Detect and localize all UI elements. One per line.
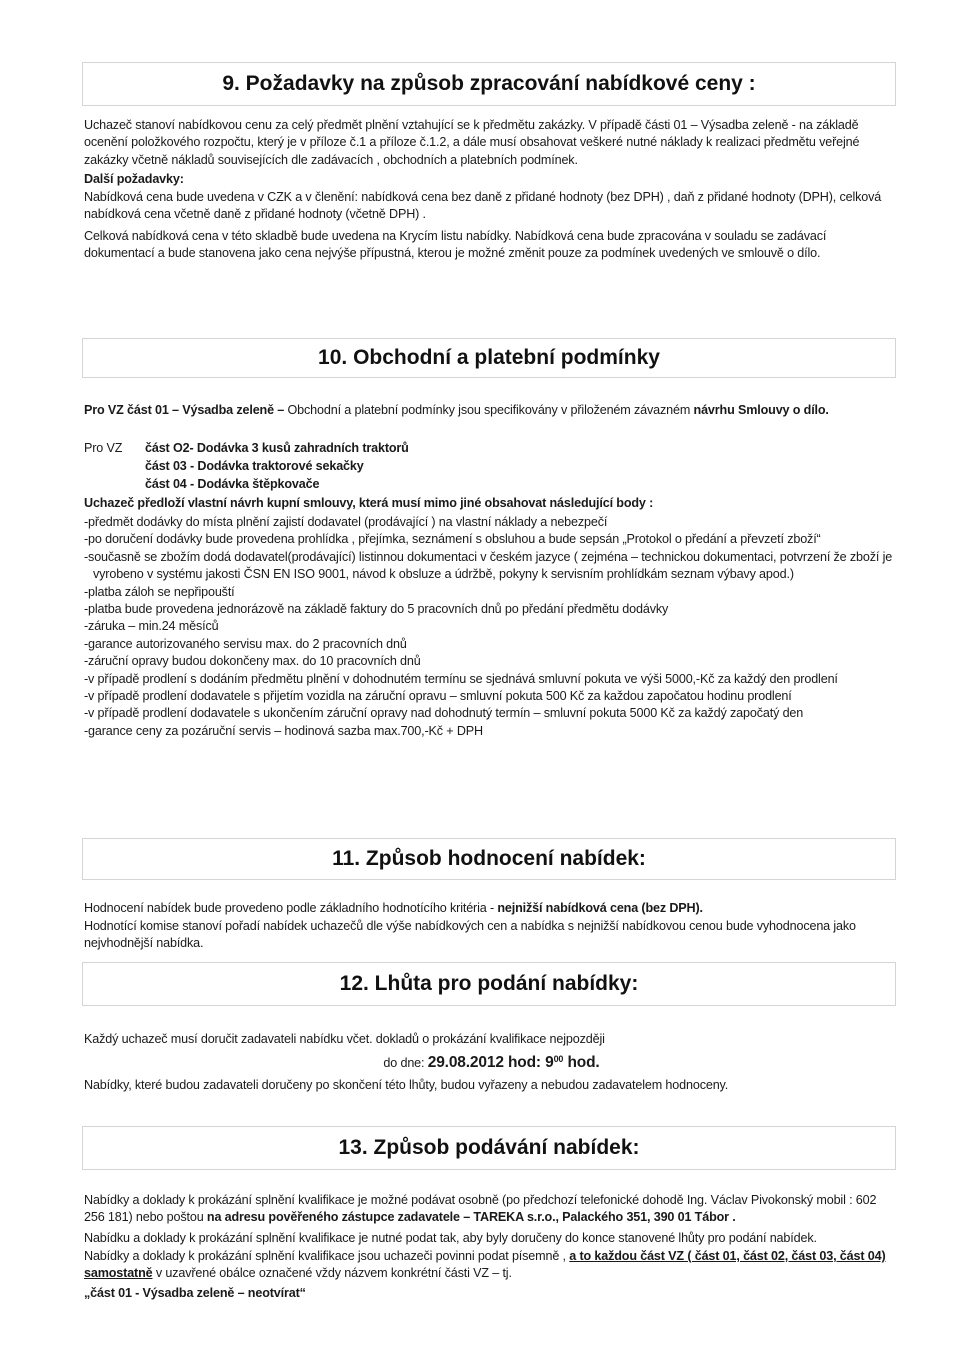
section-10-paragraph-1 (84, 402, 899, 419)
section-12-title: 12. Lhůta pro podání nabídky: (339, 972, 639, 995)
section-9-paragraph-2: Nabídková cena bude uvedena v CZK a v členění: nabídková cena bez daně z přidané hodnoty (bez DPH) , daň z přidané hodnoty (DPH), celková nabídková cena včetně daně z přidané hodnoty (včetně DPH) . (84, 190, 882, 222)
section-13-p3-text-b: v uzavřené obálce označené vždy názvem konkrétní části VZ – tj. (152, 1266, 512, 1281)
section-10-contract-label: návrhu Smlouvy o dílo. (693, 403, 829, 417)
section-11-title: 11. Způsob hodnocení nabídek: (332, 847, 646, 870)
section-10-list (84, 514, 899, 740)
section-10-heading (82, 338, 896, 378)
section-11-paragraph-2: Hodnotící komise stanoví pořadí nabídek uchazečů dle výše nabídkových cen a nabídka s nejnižší nabídkovou cenou bude vyhodnocena jako nejvhodnější nabídka. (84, 919, 856, 951)
deadline-hod-label: hod: (503, 1054, 546, 1072)
list-item: -předmět dodávky do místa plnění zajistí dodavatel (prodávající ) na vlastní náklady a nebezpečí (84, 515, 608, 529)
section-13-paragraph-3 (84, 1248, 899, 1283)
list-item: -záruka – min.24 měsíců (84, 619, 219, 634)
section-13-paragraph-4: „část 01 - Výsadba zeleně – neotvírat“ (84, 1286, 306, 1300)
section-9-subheading: Další požadavky: (84, 172, 184, 186)
section-10-part-03: část 03 - Dodávka traktorové sekačky (145, 459, 364, 473)
section-9-paragraph-1: Uchazeč stanoví nabídkovou cenu za celý předmět plnění vztahující se k předmětu zakázky. V případě části 01 – Výsadba zeleně - na základě ocenění položkového rozpočtu, který je v příloze č.1 a příloze č.1.2, a dále musí obsahovat veškeré nutné náklady k realizaci předmětu veřejné zakázky včetně nákladů souvisejících dle zadávacích , obchodních a platebních podmínek. (84, 118, 860, 167)
section-13-paragraph-1 (84, 1192, 899, 1227)
section-13-p1-text: Nabídky a doklady k prokázání splnění kvalifikace je možné podávat osobně (po předchozí telefonické dohodě Ing. Václav Pivokonský mobil : 602 256 181) nebo poštou (84, 1193, 877, 1225)
section-12-deadline (84, 1051, 899, 1073)
section-9-heading (82, 62, 896, 106)
section-13-p3-text: Nabídky a doklady k prokázání splnění kvalifikace jsou uchazeči povinni podat písemně , (84, 1249, 570, 1263)
section-10-title: 10. Obchodní a platební podmínky (318, 346, 660, 369)
list-item: -platba bude provedena jednorázově na základě faktury do 5 pracovních dnů po předání předmětu dodávky (84, 602, 669, 617)
deadline-hod-suffix: hod. (563, 1054, 600, 1072)
deadline-label: do dne: (383, 1056, 428, 1071)
section-13-address: na adresu pověřeného zástupce zadavatele – TAREKA s.r.o., Palackého 351, 390 01 Tábor . (206, 1210, 736, 1225)
deadline-minutes: 00 (553, 1054, 564, 1064)
section-13-title: 13. Způsob podávání nabídek: (338, 1136, 640, 1159)
list-item: -v případě prodlení dodavatele s ukončením záruční opravy nad dohodnutý termín – smluvní pokuta 5000 Kč za každý započatý den (84, 706, 804, 721)
section-11-criterion-text: Hodnocení nabídek bude provedeno podle základního hodnotícího kritéria - (84, 901, 498, 915)
section-13-heading (82, 1126, 896, 1170)
deadline-date: 29.08.2012 (427, 1054, 504, 1072)
section-11-criterion: nejnižší nabídková cena (bez DPH). (497, 901, 703, 915)
section-10-pro-vz: Pro VZ (84, 441, 123, 455)
list-item: -záruční opravy budou dokončeny max. do 10 pracovních dnů (84, 654, 421, 669)
list-item: -garance autorizovaného servisu max. do 2 pracovních dnů (84, 636, 407, 651)
list-item: -platba záloh se nepřipouští (84, 584, 235, 599)
section-10-part01-text: Obchodní a platební podmínky jsou specifikovány v přiloženém závazném (284, 403, 694, 417)
section-13-p3-emphasis: a to každou část VZ ( část 01, část 02, část 03, část 04) samostatně (84, 1249, 886, 1281)
section-13-paragraph-2: Nabídku a doklady k prokázání splnění kvalifikace je nutné podat tak, aby byly doručeny do konce stanovené lhůty pro podání nabídek. (84, 1231, 817, 1245)
section-9-title: 9. Požadavky na způsob zpracování nabídkové ceny : (222, 72, 756, 95)
section-12-paragraph-2: Nabídky, které budou zadavateli doručeny po skončení této lhůty, budou vyřazeny a nebudou zadavatelem hodnoceny. (84, 1078, 729, 1092)
section-10-part-02: část O2- Dodávka 3 kusů zahradních traktorů (145, 441, 409, 455)
section-10-lead: Uchazeč předloží vlastní návrh kupní smlouvy, která musí mimo jiné obsahovat následující body : (84, 496, 654, 510)
section-11-paragraph-1 (84, 900, 899, 917)
section-12-heading (82, 962, 896, 1006)
list-item: -v případě prodlení dodavatele s přijetím vozidla na záruční opravu – smluvní pokuta 500 Kč za každou započatou hodinu prodlení (84, 689, 792, 704)
list-item: -v případě prodlení s dodáním předmětu plnění v dohodnutém termínu se sjednává smluvní pokuta ve výši 5000,-Kč za každý den prodlení (84, 671, 838, 686)
list-item: -současně se zbožím dodá dodavatel(prodávající) listinnou dokumentaci v českém jazyce ( zejména – technickou dokumentaci, potvrzení že zboží je vyrobeno v systému jakosti ČSN EN ISO 9001, návod k obsluze a údržbě, pokyny k servisním prohlídkám seznam výbavy apod.) (84, 549, 893, 582)
section-11-heading (82, 838, 896, 880)
section-9-paragraph-3: Celková nabídková cena v této skladbě bude uvedena na Krycím listu nabídky. Nabídková cena bude zpracována v souladu se zadávací dokumentací a bude stanovena jako cena nejvýše přípustná, kterou je možné změnit pouze za podmínek uvedených ve smlouvě o dílo. (84, 229, 827, 261)
deadline-hour: 9 (545, 1054, 554, 1072)
list-item: -garance ceny za pozáruční servis – hodinová sazba max.700,-Kč + DPH (84, 723, 483, 738)
section-10-part-04: část 04 - Dodávka štěpkovače (145, 477, 320, 491)
section-12-paragraph-1: Každý uchazeč musí doručit zadavateli nabídku včet. dokladů o prokázání kvalifikace nejpozději (84, 1032, 605, 1046)
list-item: -po doručení dodávky bude provedena prohlídka , přejímka, seznámení s obsluhou a bude sepsán „Protokol o předání a převzetí zboží“ (84, 532, 821, 547)
section-10-part01-label: Pro VZ část 01 – Výsadba zeleně – (84, 403, 285, 417)
